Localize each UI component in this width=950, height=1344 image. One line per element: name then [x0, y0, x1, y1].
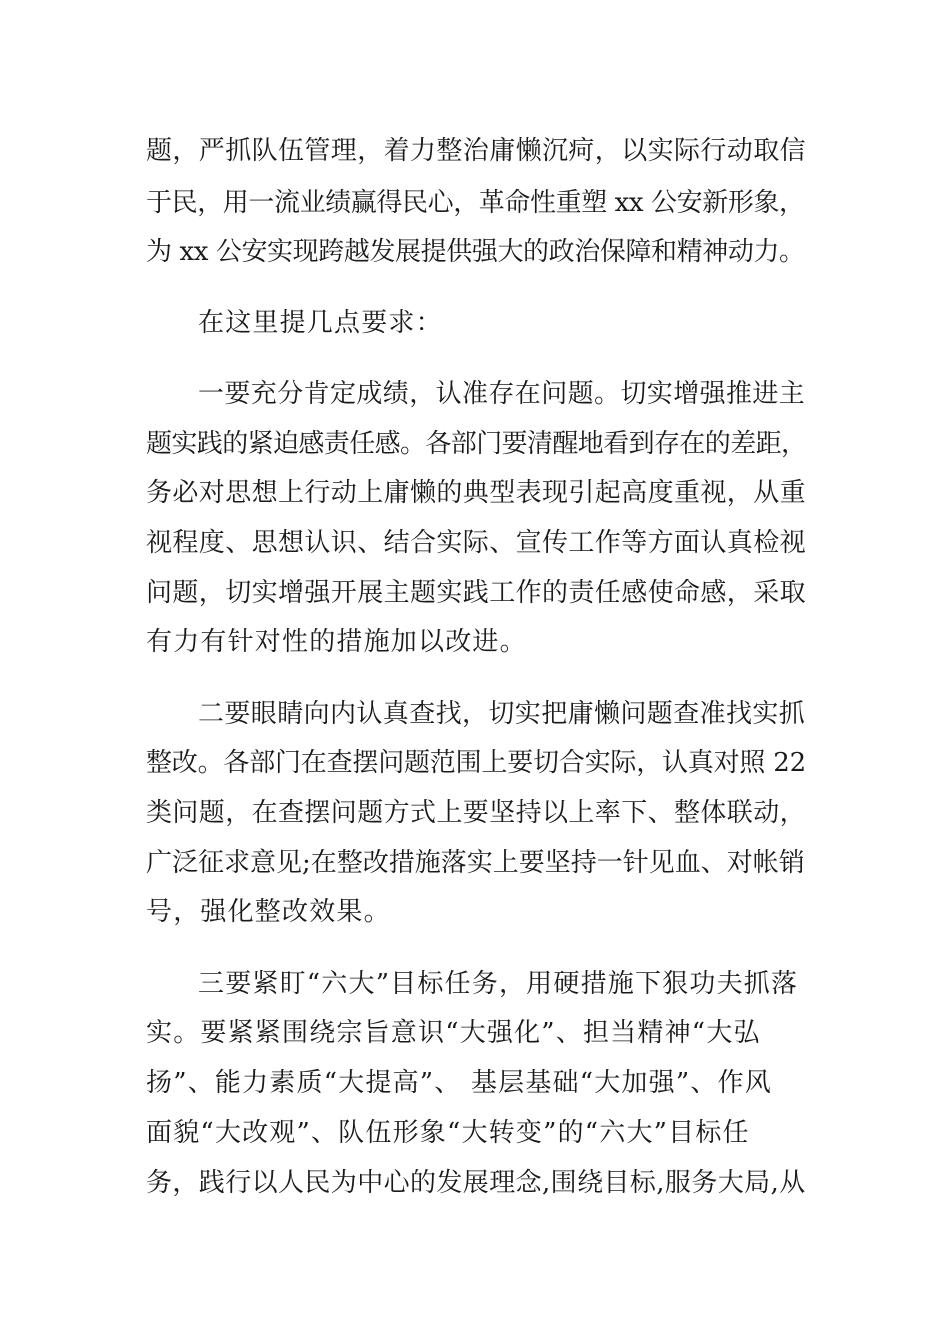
paragraph-3-line-4: 视程度、思想认识、结合实际、宣传工作等方面认真检视	[146, 528, 807, 558]
paragraph-3-line-5: 问题，切实增强开展主题实践工作的责任感使命感，采取	[146, 578, 807, 608]
paragraph-2-line-1: 在这里提几点要求：	[198, 308, 443, 338]
paragraph-1-line-3: 为 xx 公安实现跨越发展提供强大的政治保障和精神动力。	[146, 237, 805, 267]
paragraph-4-line-5: 号，强化整改效果。	[146, 897, 391, 927]
paragraph-4-line-1: 二要眼睛向内认真查找，切实把庸懒问题查准找实抓	[198, 699, 806, 729]
paragraph-4-line-3: 类问题，在查摆问题方式上要坚持以上率下、整体联动，	[146, 798, 807, 828]
paragraph-4-line-2: 整改。各部门在查摆问题范围上要切合实际，认真对照 22	[146, 748, 806, 778]
paragraph-3-line-6: 有力有针对性的措施加以改进。	[146, 627, 527, 657]
paragraph-3-line-1: 一要充分肯定成绩，认准存在问题。切实增强推进主	[198, 379, 806, 409]
paragraph-1-line-1: 题，严抓队伍管理，着力整治庸懒沉疴，以实际行动取信	[146, 136, 807, 166]
paragraph-5-line-2: 实。要紧紧围绕宗旨意识“大强化”、担当精神“大弘	[146, 1018, 761, 1048]
paragraph-3-line-2: 题实践的紧迫感责任感。各部门要清醒地看到存在的差距，	[146, 429, 807, 459]
paragraph-5-line-5: 务，践行以人民为中心的发展理念,围绕目标,服务大局,从	[146, 1168, 806, 1198]
paragraph-5-line-1: 三要紧盯“六大”目标任务，用硬措施下狠功夫抓落	[198, 969, 799, 999]
paragraph-4-line-4: 广泛征求意见;在整改措施落实上要坚持一针见血、对帐销	[146, 848, 805, 878]
paragraph-3-line-3: 务必对思想上行动上庸懒的典型表现引起高度重视，从重	[146, 478, 807, 508]
paragraph-1-line-2: 于民，用一流业绩赢得民心，革命性重塑 xx 公安新形象，	[146, 188, 805, 218]
paragraph-5-line-4: 面貌“大改观”、队伍形象“大转变”的“六大”目标任	[146, 1118, 750, 1148]
paragraph-5-line-3: 扬”、能力素质“大提高”、 基层基础“大加强”、作风	[146, 1068, 772, 1098]
